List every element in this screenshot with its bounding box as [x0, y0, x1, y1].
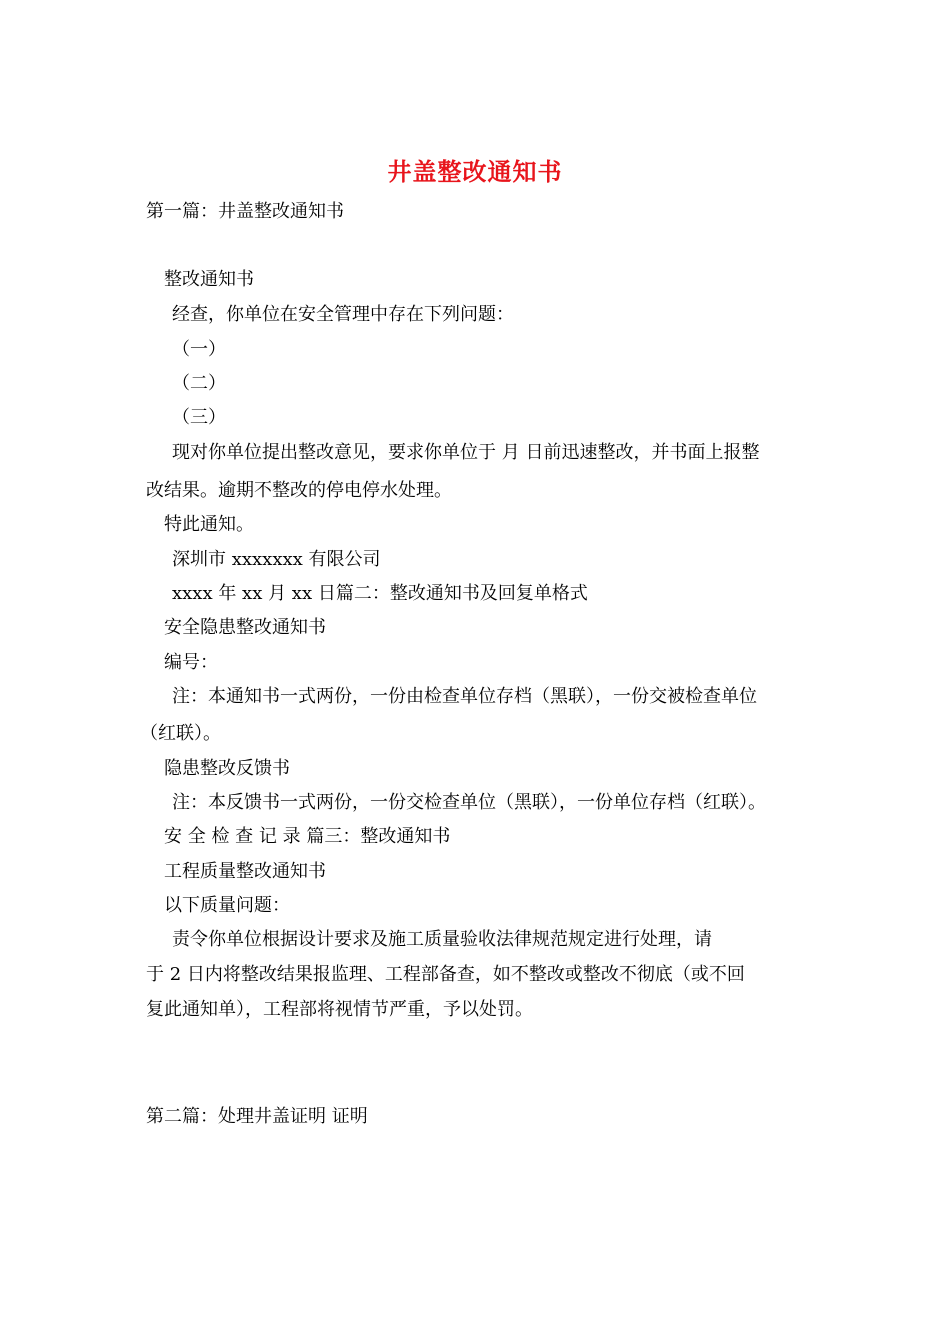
document-title: 井盖整改通知书 [387, 157, 563, 186]
paragraph-line: （二） [172, 373, 226, 394]
section-heading-2: 第二篇：处理井盖证明 证明 [146, 1106, 368, 1127]
paragraph-line: 整改通知书 [164, 269, 254, 290]
paragraph-line: xxxx 年 xx 月 xx 日篇二：整改通知书及回复单格式 [172, 583, 588, 604]
paragraph-line: 深圳市 xxxxxxx 有限公司 [172, 549, 381, 570]
paragraph-line: 责令你单位根据设计要求及施工质量验收法律规范规定进行处理，请 [172, 929, 712, 950]
paragraph-line: 工程质量整改通知书 [164, 861, 326, 882]
paragraph-line: 注：本通知书一式两份，一份由检查单位存档（黑联），一份交被检查单位 [172, 686, 757, 707]
paragraph-line: 隐患整改反馈书 [164, 758, 290, 779]
paragraph-line: （红联）。 [140, 723, 221, 744]
paragraph-line: 现对你单位提出整改意见，要求你单位于 月 日前迅速整改，并书面上报整 [172, 442, 760, 463]
section-heading-1: 第一篇：井盖整改通知书 [146, 201, 344, 222]
paragraph-line: 改结果。逾期不整改的停电停水处理。 [146, 480, 452, 501]
paragraph-line: 经查，你单位在安全管理中存在下列问题： [172, 304, 514, 325]
paragraph-line: （三） [172, 407, 226, 428]
paragraph-line: （一） [172, 339, 226, 360]
paragraph-line: 于 2 日内将整改结果报监理、工程部备查，如不整改或整改不彻底（或不回 [146, 964, 745, 985]
paragraph-line: 编号： [164, 652, 218, 673]
paragraph-line: 特此通知。 [164, 514, 254, 535]
paragraph-line: 安全隐患整改通知书 [164, 617, 326, 638]
paragraph-line: 安 全 检 查 记 录 篇三：整改通知书 [164, 826, 451, 847]
paragraph-line: 复此通知单），工程部将视情节严重，予以处罚。 [146, 999, 533, 1020]
paragraph-line: 注：本反馈书一式两份，一份交检查单位（黑联），一份单位存档（红联）。 [172, 792, 766, 813]
paragraph-line: 以下质量问题： [164, 895, 290, 916]
